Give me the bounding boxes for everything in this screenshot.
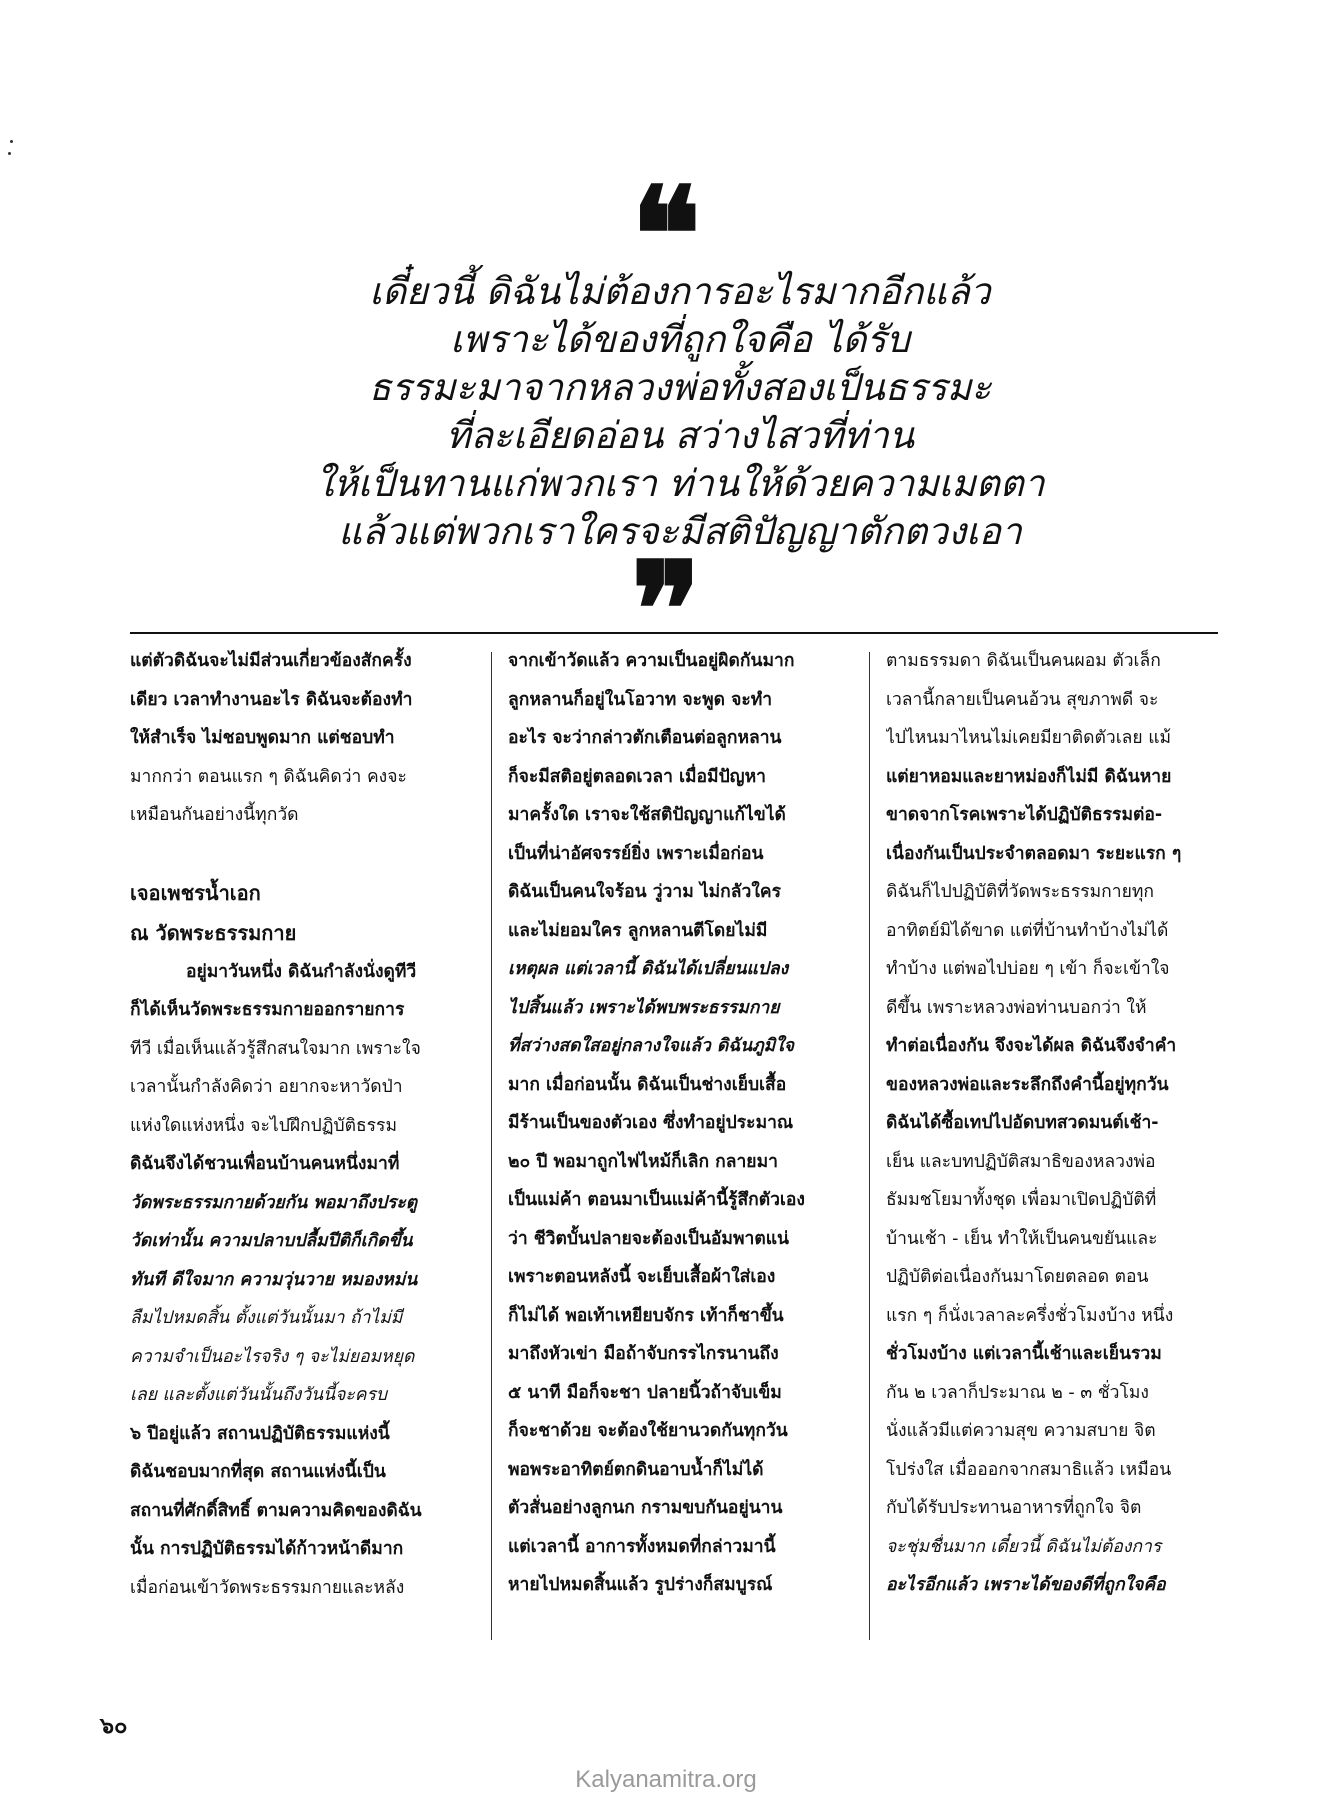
body-line: เป็นแม่ค้า ตอนมาเป็นแม่ค้านี้รู้สึกตัวเอง (508, 1190, 805, 1210)
body-line: แรก ๆ ก็นั่งเวลาละครึ่งชั่วโมงบ้าง หนึ่ง (886, 1305, 1174, 1326)
body-line: ชั่วโมงบ้าง แต่เวลานี้เช้าและเย็นรวม (886, 1344, 1162, 1364)
pull-quote-line: ธรรมะมาจากหลวงพ่อทั้งสองเป็นธรรมะ (368, 366, 992, 409)
scan-speck (8, 152, 11, 155)
body-line: มาครั้งใด เราจะใช้สติปัญญาแก้ไขได้ (508, 805, 786, 825)
body-line: และไม่ยอมใคร ลูกหลานตีโดยไม่มี (508, 920, 768, 941)
body-line: กัน ๒ เวลาก็ประมาณ ๒ - ๓ ชั่วโมง (886, 1382, 1149, 1403)
body-line: บ้านเช้า - เย็น ทำให้เป็นคนขยันและ (886, 1228, 1158, 1249)
body-line: หายไปหมดสิ้นแล้ว รูปร่างก็สมบูรณ์ (508, 1575, 773, 1595)
body-line: เลย และตั้งแต่วันนั้นถึงวันนี้จะครบ (130, 1385, 387, 1405)
watermark: Kalyanamitra.org (575, 1766, 757, 1793)
pull-quote (200, 268, 1160, 556)
body-line: โปร่งใส เมื่อออกจากสมาธิแล้ว เหมือน (886, 1459, 1172, 1480)
body-line: อาทิตย์มิได้ขาด แต่ที่บ้านทำบ้างไม่ได้ (886, 920, 1169, 941)
body-line: ก็จะมีสติอยู่ตลอดเวลา เมื่อมีปัญหา (508, 766, 766, 787)
body-line: ดิฉันเป็นคนใจร้อน วู่วาม ไม่กลัวใคร (508, 882, 781, 902)
body-line: ดิฉันจึงได้ชวนเพื่อนบ้านคนหนึ่งมาที่ (130, 1154, 400, 1174)
pull-quote-line: ที่ละเอียดอ่อน สว่างไสวที่ท่าน (445, 414, 915, 457)
body-line: ไปสิ้นแล้ว เพราะได้พบพระธรรมกาย (508, 997, 780, 1018)
column-left (130, 642, 462, 1607)
body-line: ไปไหนมาไหนไม่เคยมียาติดตัวเลย แม้ (886, 728, 1172, 748)
body-line: ที่สว่างสดใสอยู่กลางใจแล้ว ดิฉันภูมิใจ (508, 1036, 794, 1056)
body-line: จากเข้าวัดแล้ว ความเป็นอยู่ผิดกันมาก (508, 651, 795, 671)
body-line: ว่า ชีวิตบั้นปลายจะต้องเป็นอัมพาตแน่ (508, 1228, 789, 1249)
body-line: ปฏิบัติต่อเนื่องกันมาโดยตลอด ตอน (886, 1267, 1149, 1287)
body-line: พอพระอาทิตย์ตกดินอาบน้ำก็ไม่ได้ (508, 1459, 764, 1480)
body-line: วัดพระธรรมกายด้วยกัน พอมาถึงประตู (130, 1192, 418, 1213)
body-line: แต่ยาหอมและยาหม่องก็ไม่มี ดิฉันหาย (886, 766, 1172, 787)
body-line: แต่ตัวดิฉันจะไม่มีส่วนเกี่ยวข้องสักครั้ง (130, 651, 412, 671)
section-heading: ณ วัดพระธรรมกาย (130, 920, 297, 945)
body-line: มาก เมื่อก่อนนั้น ดิฉันเป็นช่างเย็บเสื้อ (508, 1074, 787, 1095)
body-line: นั้น การปฏิบัติธรรมได้ก้าวหน้าดีมาก (130, 1539, 404, 1559)
body-line: อะไร จะว่ากล่าวตักเตือนต่อลูกหลาน (508, 728, 782, 748)
body-line: มาถึงหัวเข่า มือถ้าจับกรรไกรนานถึง (508, 1344, 779, 1364)
pull-quote-line: ให้เป็นทานแก่พวกเรา ท่านให้ด้วยความเมตตา (315, 462, 1045, 505)
body-line: ให้สำเร็จ ไม่ชอบพูดมาก แต่ชอบทำ (130, 728, 395, 748)
column-right (886, 642, 1218, 1605)
body-line: จะชุ่มชื่นมาก เดี๋ยวนี้ ดิฉันไม่ต้องการ (886, 1536, 1162, 1557)
body-line: วัดเท่านั้น ความปลาบปลื้มปีติก็เกิดขึ้น (130, 1231, 413, 1251)
body-line: ลูกหลานก็อยู่ในโอวาท จะพูด จะทำ (508, 689, 773, 710)
body-line: ธัมมชโยมาทั้งชุด เพื่อมาเปิดปฏิบัติที่ (886, 1190, 1157, 1210)
column-middle (508, 642, 840, 1605)
body-line: ความจำเป็นอะไรจริง ๆ จะไม่ยอมหยุด (130, 1346, 415, 1367)
body-line: เนื่องกันเป็นประจำตลอดมา ระยะแรก ๆ (886, 843, 1182, 864)
pull-quote-line: แล้วแต่พวกเราใครจะมีสติปัญญาตักตวงเอา (338, 510, 1022, 553)
close-quote-mark: ❞ (631, 533, 701, 686)
body-line: เหตุผล แต่เวลานี้ ดิฉันได้เปลี่ยนแปลง (508, 959, 789, 979)
body-line: ตัวสั่นอย่างลูกนก กรามขบกันอยู่นาน (508, 1498, 783, 1518)
page-number: ๖๐ (100, 1714, 128, 1739)
body-line: เวลานี้กลายเป็นคนอ้วน สุขภาพดี จะ (886, 689, 1159, 710)
body-line: ดิฉันชอบมากที่สุด สถานแห่งนี้เป็น (130, 1462, 386, 1482)
body-line: ลืมไปหมดสิ้น ตั้งแต่วันนั้นมา ถ้าไม่มี (130, 1308, 403, 1328)
body-line: สถานที่ศักดิ์สิทธิ์ ตามความคิดของดิฉัน (130, 1500, 422, 1521)
body-line: ทันที ดีใจมาก ความวุ่นวาย หมองหม่น (130, 1269, 418, 1290)
body-line: ตามธรรมดา ดิฉันเป็นคนผอม ตัวเล็ก (886, 651, 1161, 671)
body-line: ๕ นาที มือก็จะชา ปลายนิ้วถ้าจับเข็ม (508, 1382, 782, 1403)
body-line: ขาดจากโรคเพราะได้ปฏิบัติธรรมต่อ- (886, 805, 1163, 825)
body-line: ทีวี เมื่อเห็นแล้วรู้สึกสนใจมาก เพราะใจ (130, 1038, 421, 1059)
body-line: ๖ ปีอยู่แล้ว สถานปฏิบัติธรรมแห่งนี้ (130, 1423, 390, 1444)
body-line: ดิฉันได้ซื้อเทปไปอัดบทสวดมนต์เช้า- (886, 1113, 1159, 1133)
body-line: ดิฉันก็ไปปฏิบัติที่วัดพระธรรมกายทุก (886, 882, 1154, 902)
body-line: ดีขึ้น เพราะหลวงพ่อท่านบอกว่า ให้ (886, 997, 1147, 1018)
body-line: เพราะตอนหลังนี้ จะเย็บเสื้อผ้าใส่เอง (508, 1267, 776, 1287)
column-divider (491, 652, 492, 1640)
pull-quote-line: เดี๋ยวนี้ ดิฉันไม่ต้องการอะไรมากอีกแล้ว (369, 270, 991, 313)
open-quote-mark: ❝ (631, 158, 701, 311)
body-line: มากกว่า ตอนแรก ๆ ดิฉันคิดว่า คงจะ (130, 766, 407, 787)
pull-quote-line: เพราะได้ของที่ถูกใจคือ ได้รับ (450, 318, 910, 361)
body-line: เมื่อก่อนเข้าวัดพระธรรมกายและหลัง (130, 1577, 405, 1598)
body-line: ทำต่อเนื่องกัน จึงจะได้ผล ดิฉันจึงจำคำ (886, 1036, 1177, 1056)
column-divider (869, 652, 870, 1640)
body-line: มีร้านเป็นของตัวเอง ซึ่งทำอยู่ประมาณ (508, 1113, 794, 1133)
body-line: ๒๐ ปี พอมาถูกไฟไหม้ก็เลิก กลายมา (508, 1151, 778, 1172)
body-line: นั่งแล้วมีแต่ความสุข ความสบาย จิต (886, 1421, 1156, 1441)
section-heading: เจอเพชรน้ำเอก (130, 880, 261, 905)
body-line: เดียว เวลาทำงานอะไร ดิฉันจะต้องทำ (130, 689, 413, 710)
body-line: แต่เวลานี้ อาการทั้งหมดที่กล่าวมานี้ (508, 1536, 776, 1557)
body-line: เวลานั้นกำลังคิดว่า อยากจะหาวัดป่า (130, 1077, 403, 1097)
body-line: อะไรอีกแล้ว เพราะได้ของดีที่ถูกใจคือ (886, 1575, 1166, 1595)
body-line: ก็ไม่ได้ พอเท้าเหยียบจักร เท้าก็ชาขึ้น (508, 1305, 784, 1326)
body-line: ของหลวงพ่อและระลึกถึงคำนี้อยู่ทุกวัน (886, 1074, 1169, 1095)
scan-speck (10, 140, 13, 143)
body-line: เหมือนกันอย่างนี้ทุกวัด (130, 805, 299, 825)
body-line: ก็ได้เห็นวัดพระธรรมกายออกรายการ (130, 1000, 405, 1020)
body-line: แห่งใดแห่งหนึ่ง จะไปฝึกปฏิบัติธรรม (130, 1115, 397, 1136)
body-line: กับได้รับประทานอาหารที่ถูกใจ จิต (886, 1498, 1142, 1518)
body-line: ทำบ้าง แต่พอไปบ่อย ๆ เข้า ก็จะเข้าใจ (886, 959, 1170, 979)
body-line: เย็น และบทปฏิบัติสมาธิของหลวงพ่อ (886, 1151, 1156, 1172)
body-line: ก็จะชาด้วย จะต้องใช้ยานวดกันทุกวัน (508, 1421, 788, 1441)
body-line: เป็นที่น่าอัศจรรย์ยิ่ง เพราะเมื่อก่อน (508, 843, 764, 864)
body-line: อยู่มาวันหนึ่ง ดิฉันกำลังนั่งดูทีวี (186, 961, 417, 982)
horizontal-rule (130, 632, 1218, 634)
